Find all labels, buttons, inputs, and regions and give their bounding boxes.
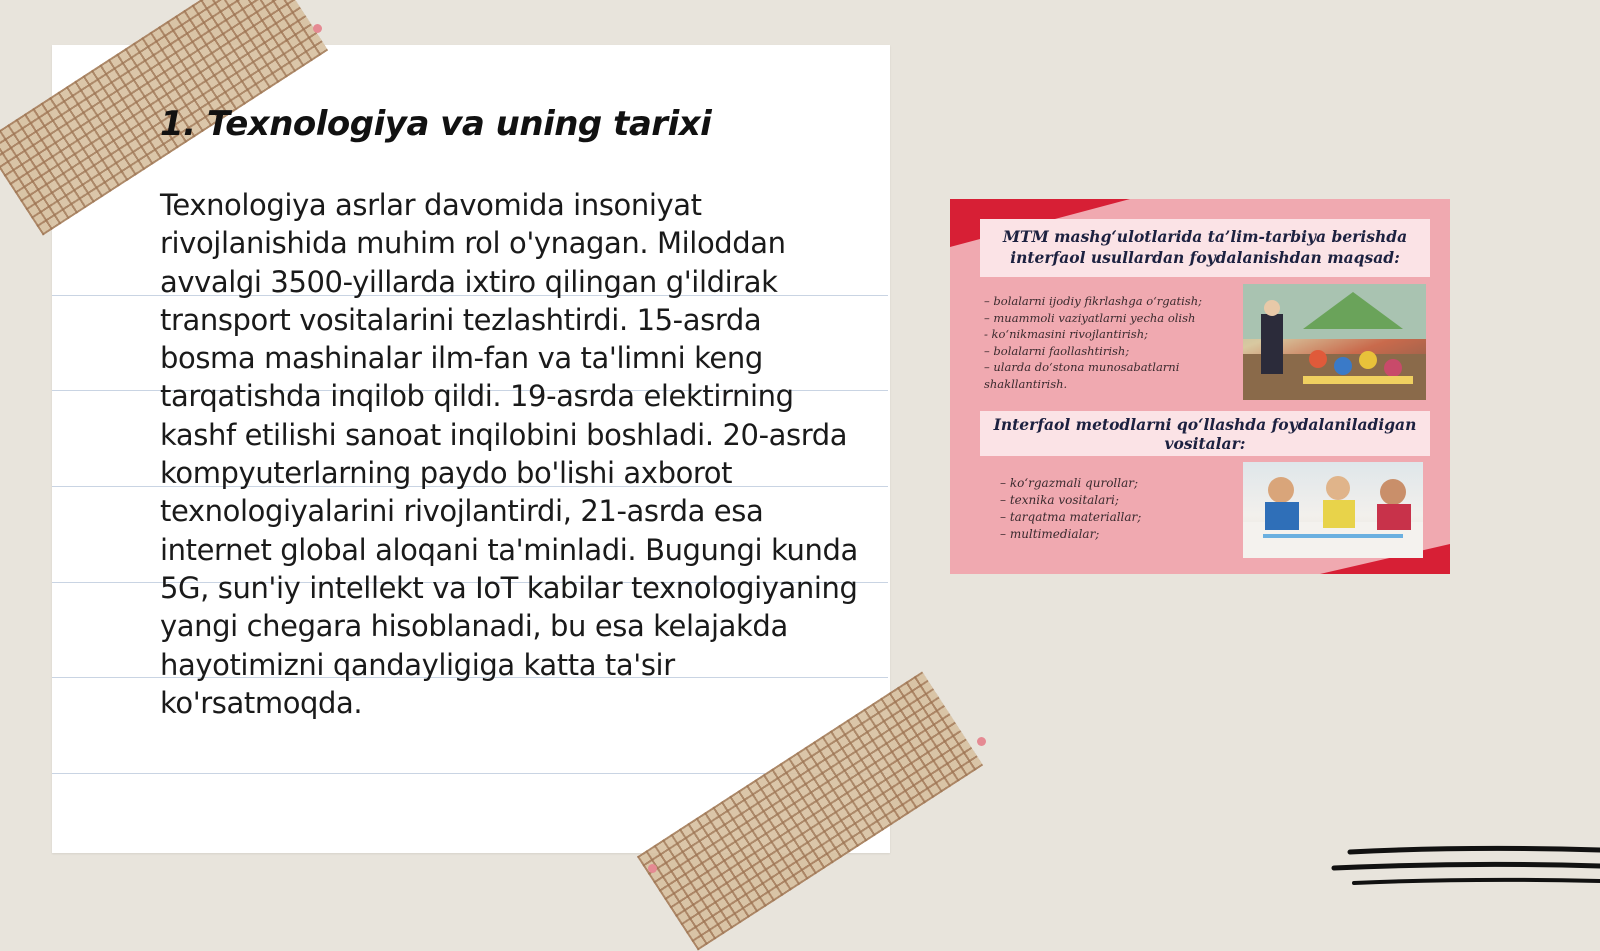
tape-pin-dot [313, 24, 322, 33]
list-item: – tarqatma materiallar; [1000, 510, 1142, 524]
tape-pin-dot [648, 864, 657, 873]
card-heading-tools: Interfaol metodlarni qo‘llashda foydalaniladigan vositalar: [980, 411, 1430, 456]
list-item: shakllantirish. [984, 376, 1068, 391]
list-item: – bolalarni ijodiy fikrlashga o‘rgatish; [984, 294, 1202, 308]
list-item: – multimedialar; [1000, 527, 1100, 541]
tape-pin-dot [977, 737, 986, 746]
card-goals-list [984, 293, 1244, 392]
list-item: – texnika vositalari; [1000, 493, 1119, 507]
list-item: – ko‘rgazmali qurollar; [1000, 476, 1139, 490]
list-item: – muammoli vaziyatlarni yecha olish [984, 310, 1196, 325]
decorative-brush-lines [1330, 840, 1600, 900]
slide-body-text: Texnologiya asrlar davomida insoniyat rivojlanishida muhim rol o'ynagan. Miloddan avvalgi 3500-yillarda ixtiro qilingan g'ildirak transport vositalarini tezlashtirdi. 15-asrda bosma mashinalar ilm-fan va ta'limni keng tarqatishda inqilob qildi. 19-asrda elektirning kashf etilishi sanoat inqilobini boshladi. 20-asrda kompyuterlarning paydo bo'lishi axborot texnologiyalarini rivojlantirdi, 21-asrda esa internet global aloqani ta'minladi. Bugungi kunda 5G, sun'iy intellekt va IoT kabilar texnologiyaning yangi chegara hisoblanadi, bu esa kelajakda hayotimizni qandayligiga katta ta'sir ko'rsatmoqda. [160, 188, 858, 720]
children-drawing-photo [1243, 462, 1423, 558]
info-card-image [950, 199, 1450, 574]
list-item: – bolalarni faollashtirish; [984, 343, 1130, 358]
list-item: - ko‘nikmasini rivojlantirish; [984, 327, 1148, 341]
classroom-photo [1243, 284, 1426, 400]
card-heading-goals: MTM mashg‘ulotlarida ta’lim-tarbiya berishda interfaol usullardan foydalanishdan maqsad: [980, 219, 1430, 277]
slide-title: 1. Texnologiya va uning tarixi [160, 104, 712, 144]
card-tools-list [1000, 475, 1141, 543]
list-item: – ularda do‘stona munosabatlarni [984, 360, 1180, 374]
